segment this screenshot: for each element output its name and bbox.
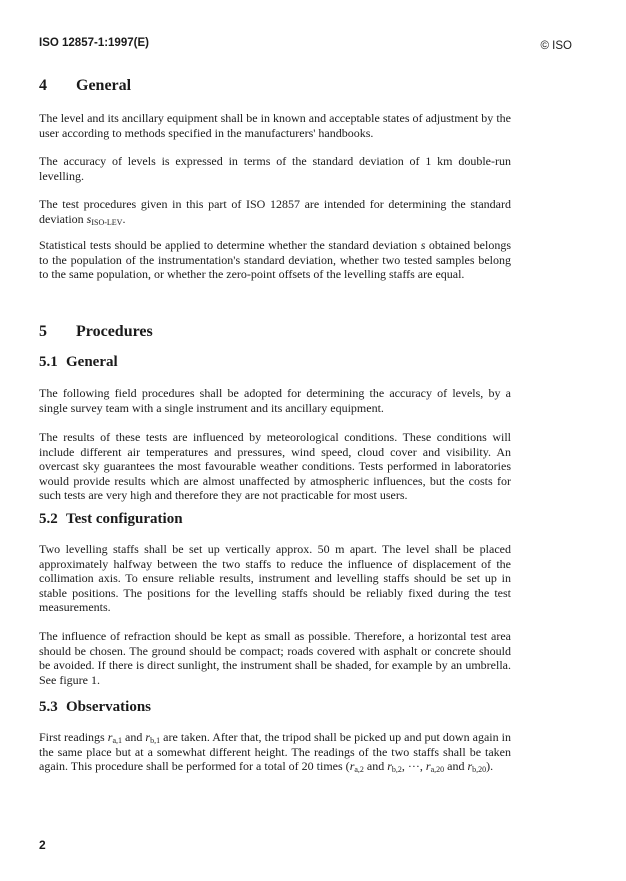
- standard-identifier: ISO 12857-1:1997(E): [39, 37, 149, 49]
- paragraph-text: First readings: [39, 730, 105, 744]
- symbol: r: [107, 730, 113, 744]
- paragraph: The accuracy of levels is expressed in terms of the standard deviation of 1 km double-run levelling.: [39, 154, 511, 183]
- section-5-heading: [39, 323, 153, 341]
- subscript: a,20: [430, 765, 445, 774]
- section-5-2-heading: [39, 511, 183, 528]
- symbol: r: [349, 759, 355, 773]
- paragraph-text: and: [447, 759, 465, 773]
- paragraph-text: and: [366, 759, 385, 773]
- section-5-3-heading: [39, 699, 151, 716]
- subscript: ISO-LEV: [91, 217, 123, 227]
- punctuation: , ···,: [401, 759, 423, 773]
- section-title: Test configuration: [66, 511, 183, 527]
- paragraph: [39, 238, 511, 282]
- symbol: r: [387, 759, 392, 773]
- section-number: 5.3: [39, 699, 58, 715]
- subscript: a,2: [354, 765, 364, 774]
- paragraph: The results of these tests are influenced by meteorological conditions. These conditions will include different air temperatures and pressures, wind speed, cloud cover and visibility. An overcast sky guarantees the most favourable weather conditions. Tests performed in laboratories would provide results which are almost unaffected by atmospheric influences, but the costs for such tests are very high and therefore they are not practicable for most users.: [39, 430, 511, 502]
- section-title: General: [76, 77, 132, 94]
- section-number: 4: [39, 77, 47, 94]
- paragraph: The level and its ancillary equipment shall be in known and acceptable states of adjustment by the user according to methods specified in the manufacturers' handbooks.: [39, 111, 511, 140]
- paragraph: The influence of refraction should be kept as small as possible. Therefore, a horizontal test area should be chosen. The ground should be compact; roads covered with asphalt or concrete should be avoided. If there is direct sunlight, the instrument shall be shaded, for example by an umbrella. See figure 1.: [39, 629, 511, 687]
- section-number: 5: [39, 323, 47, 340]
- paragraph: [39, 730, 511, 774]
- section-5-1-heading: [39, 354, 118, 371]
- subscript: a,1: [112, 736, 122, 745]
- paragraph-text: and: [125, 730, 143, 744]
- symbol: r: [425, 759, 431, 773]
- section-title: Observations: [66, 699, 152, 715]
- copyright-notice: © ISO: [540, 40, 572, 52]
- paragraph-text: are taken. After that, the tripod shall be picked up and put down again in the same place but at a somewhat different height. The readings of the two staffs shall be taken again. This procedure shall be performed for a total of 20 times (: [39, 730, 512, 773]
- paragraph: The following field procedures shall be adopted for determining the accuracy of levels, by a single survey team with a single instrument and its ancillary equipment.: [39, 386, 511, 415]
- section-number: 5.1: [39, 354, 58, 370]
- section-title: General: [66, 354, 118, 370]
- subscript: b,2: [391, 765, 402, 774]
- paragraph-text: obtained belongs to the population of the instrumentation's standard deviation, whether two tested samples belong to the same population, or whether the zero-point offsets of the levelling staffs are equal.: [39, 238, 512, 281]
- subscript: b,20: [472, 765, 487, 774]
- paragraph: Two levelling staffs shall be set up vertically approx. 50 m apart. The level shall be placed approximately halfway between the two staffs to reduce the influence of displacement of the collimation axis. To ensure reliable results, instrument and levelling staffs should be set up in stable positions. The positions for the levelling staffs should be reliably fixed during the test measurements.: [39, 542, 511, 614]
- symbol: r: [145, 730, 151, 744]
- paragraph: [39, 197, 511, 226]
- page-number: 2: [39, 838, 46, 852]
- symbol: s: [420, 238, 426, 252]
- section-title: Procedures: [76, 323, 153, 340]
- punctuation: .: [122, 211, 126, 226]
- section-4-heading: [39, 77, 131, 95]
- punctuation: ).: [486, 759, 494, 773]
- paragraph-text: Statistical tests should be applied to determine whether the standard deviation: [39, 238, 418, 252]
- subscript: b,1: [150, 736, 161, 745]
- symbol: s: [86, 211, 92, 226]
- symbol: r: [467, 759, 473, 773]
- paragraph-text: The test procedures given in this part of ISO 12857 are intended for determining the standard deviation: [39, 197, 511, 226]
- section-number: 5.2: [39, 511, 58, 527]
